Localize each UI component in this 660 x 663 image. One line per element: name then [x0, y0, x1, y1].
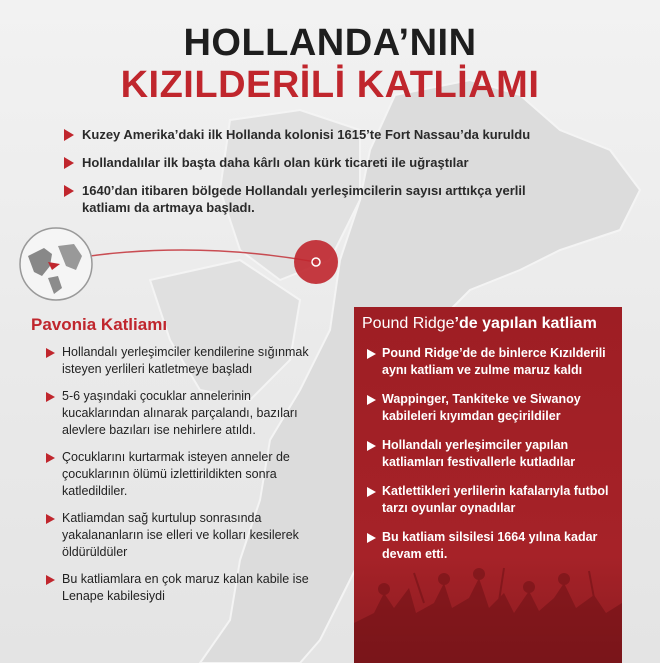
triangle-bullet-icon — [46, 392, 55, 402]
triangle-bullet-icon — [46, 453, 55, 463]
triangle-bullet-icon — [367, 395, 376, 405]
triangle-bullet-icon — [46, 514, 55, 524]
fort-nassau-marker — [294, 240, 338, 284]
triangle-bullet-icon — [367, 349, 376, 359]
triangle-bullet-icon — [367, 533, 376, 543]
pound-ridge-panel — [354, 307, 622, 663]
title-line-2: KIZILDERİLİ KATLİAMI — [120, 64, 540, 106]
top-bullet: Hollandalılar ilk başta daha kârlı olan kürk ticareti ile uğraştılar — [64, 154, 564, 171]
triangle-bullet-icon — [46, 575, 55, 585]
list-item: 5-6 yaşındaki çocuklar annelerinin kucaklarından alınarak parçalandı, bazıları alevlere bazıları ise nehirlere atıldı. — [46, 388, 324, 439]
list-item: Katlettikleri yerlilerin kafalarıyla futbol tarzı oyunlar oynadılar — [367, 483, 615, 517]
top-bullet-list — [64, 126, 564, 227]
list-item: Hollandalı yerleşimciler kendilerine sığınmak isteyen yerlileri katletmeye başladı — [46, 344, 324, 378]
triangle-bullet-icon — [367, 487, 376, 497]
list-item: Bu katliamlara en çok maruz kalan kabile ise Lenape kabilesiydi — [46, 571, 324, 605]
triangle-bullet-icon — [64, 157, 74, 169]
triangle-bullet-icon — [64, 185, 74, 197]
list-item: Çocuklarını kurtarmak isteyen anneler de çocuklarının ölümü izlettirildikten sonra katledildiler. — [46, 449, 324, 500]
pound-ridge-bullet-list — [367, 345, 615, 575]
list-item: Pound Ridge’de de binlerce Kızılderili aynı katliam ve zulme maruz kaldı — [367, 345, 615, 379]
globe-icon — [18, 226, 94, 302]
battle-illustration — [354, 553, 622, 663]
triangle-bullet-icon — [46, 348, 55, 358]
top-bullet: 1640’dan itibaren bölgede Hollandalı yerleşimcilerin sayısı arttıkça yerlil katliamı da artmaya başladı. — [64, 182, 564, 216]
list-item: Katliamdan sağ kurtulup sonrasında yakalananların ise elleri ve kolları kesilerek öldürüldüler — [46, 510, 324, 561]
list-item: Hollandalı yerleşimciler yapılan katliamları festivallerle kutladılar — [367, 437, 615, 471]
pavonia-section-title: Pavonia Katliamı — [31, 315, 168, 334]
list-item: Wappinger, Tankiteke ve Siwanoy kabileleri kıyımdan geçirildiler — [367, 391, 615, 425]
list-item: Bu katliam silsilesi 1664 yılına kadar devam etti. — [367, 529, 615, 563]
triangle-bullet-icon — [64, 129, 74, 141]
top-bullet: Kuzey Amerika’daki ilk Hollanda kolonisi 1615’te Fort Nassau’da kuruldu — [64, 126, 564, 143]
triangle-bullet-icon — [367, 441, 376, 451]
pavonia-bullet-list — [46, 344, 324, 615]
title-line-1: HOLLANDA’NIN — [183, 22, 477, 64]
pound-ridge-section-title: Pound Ridge’de yapılan katliam — [362, 315, 597, 332]
